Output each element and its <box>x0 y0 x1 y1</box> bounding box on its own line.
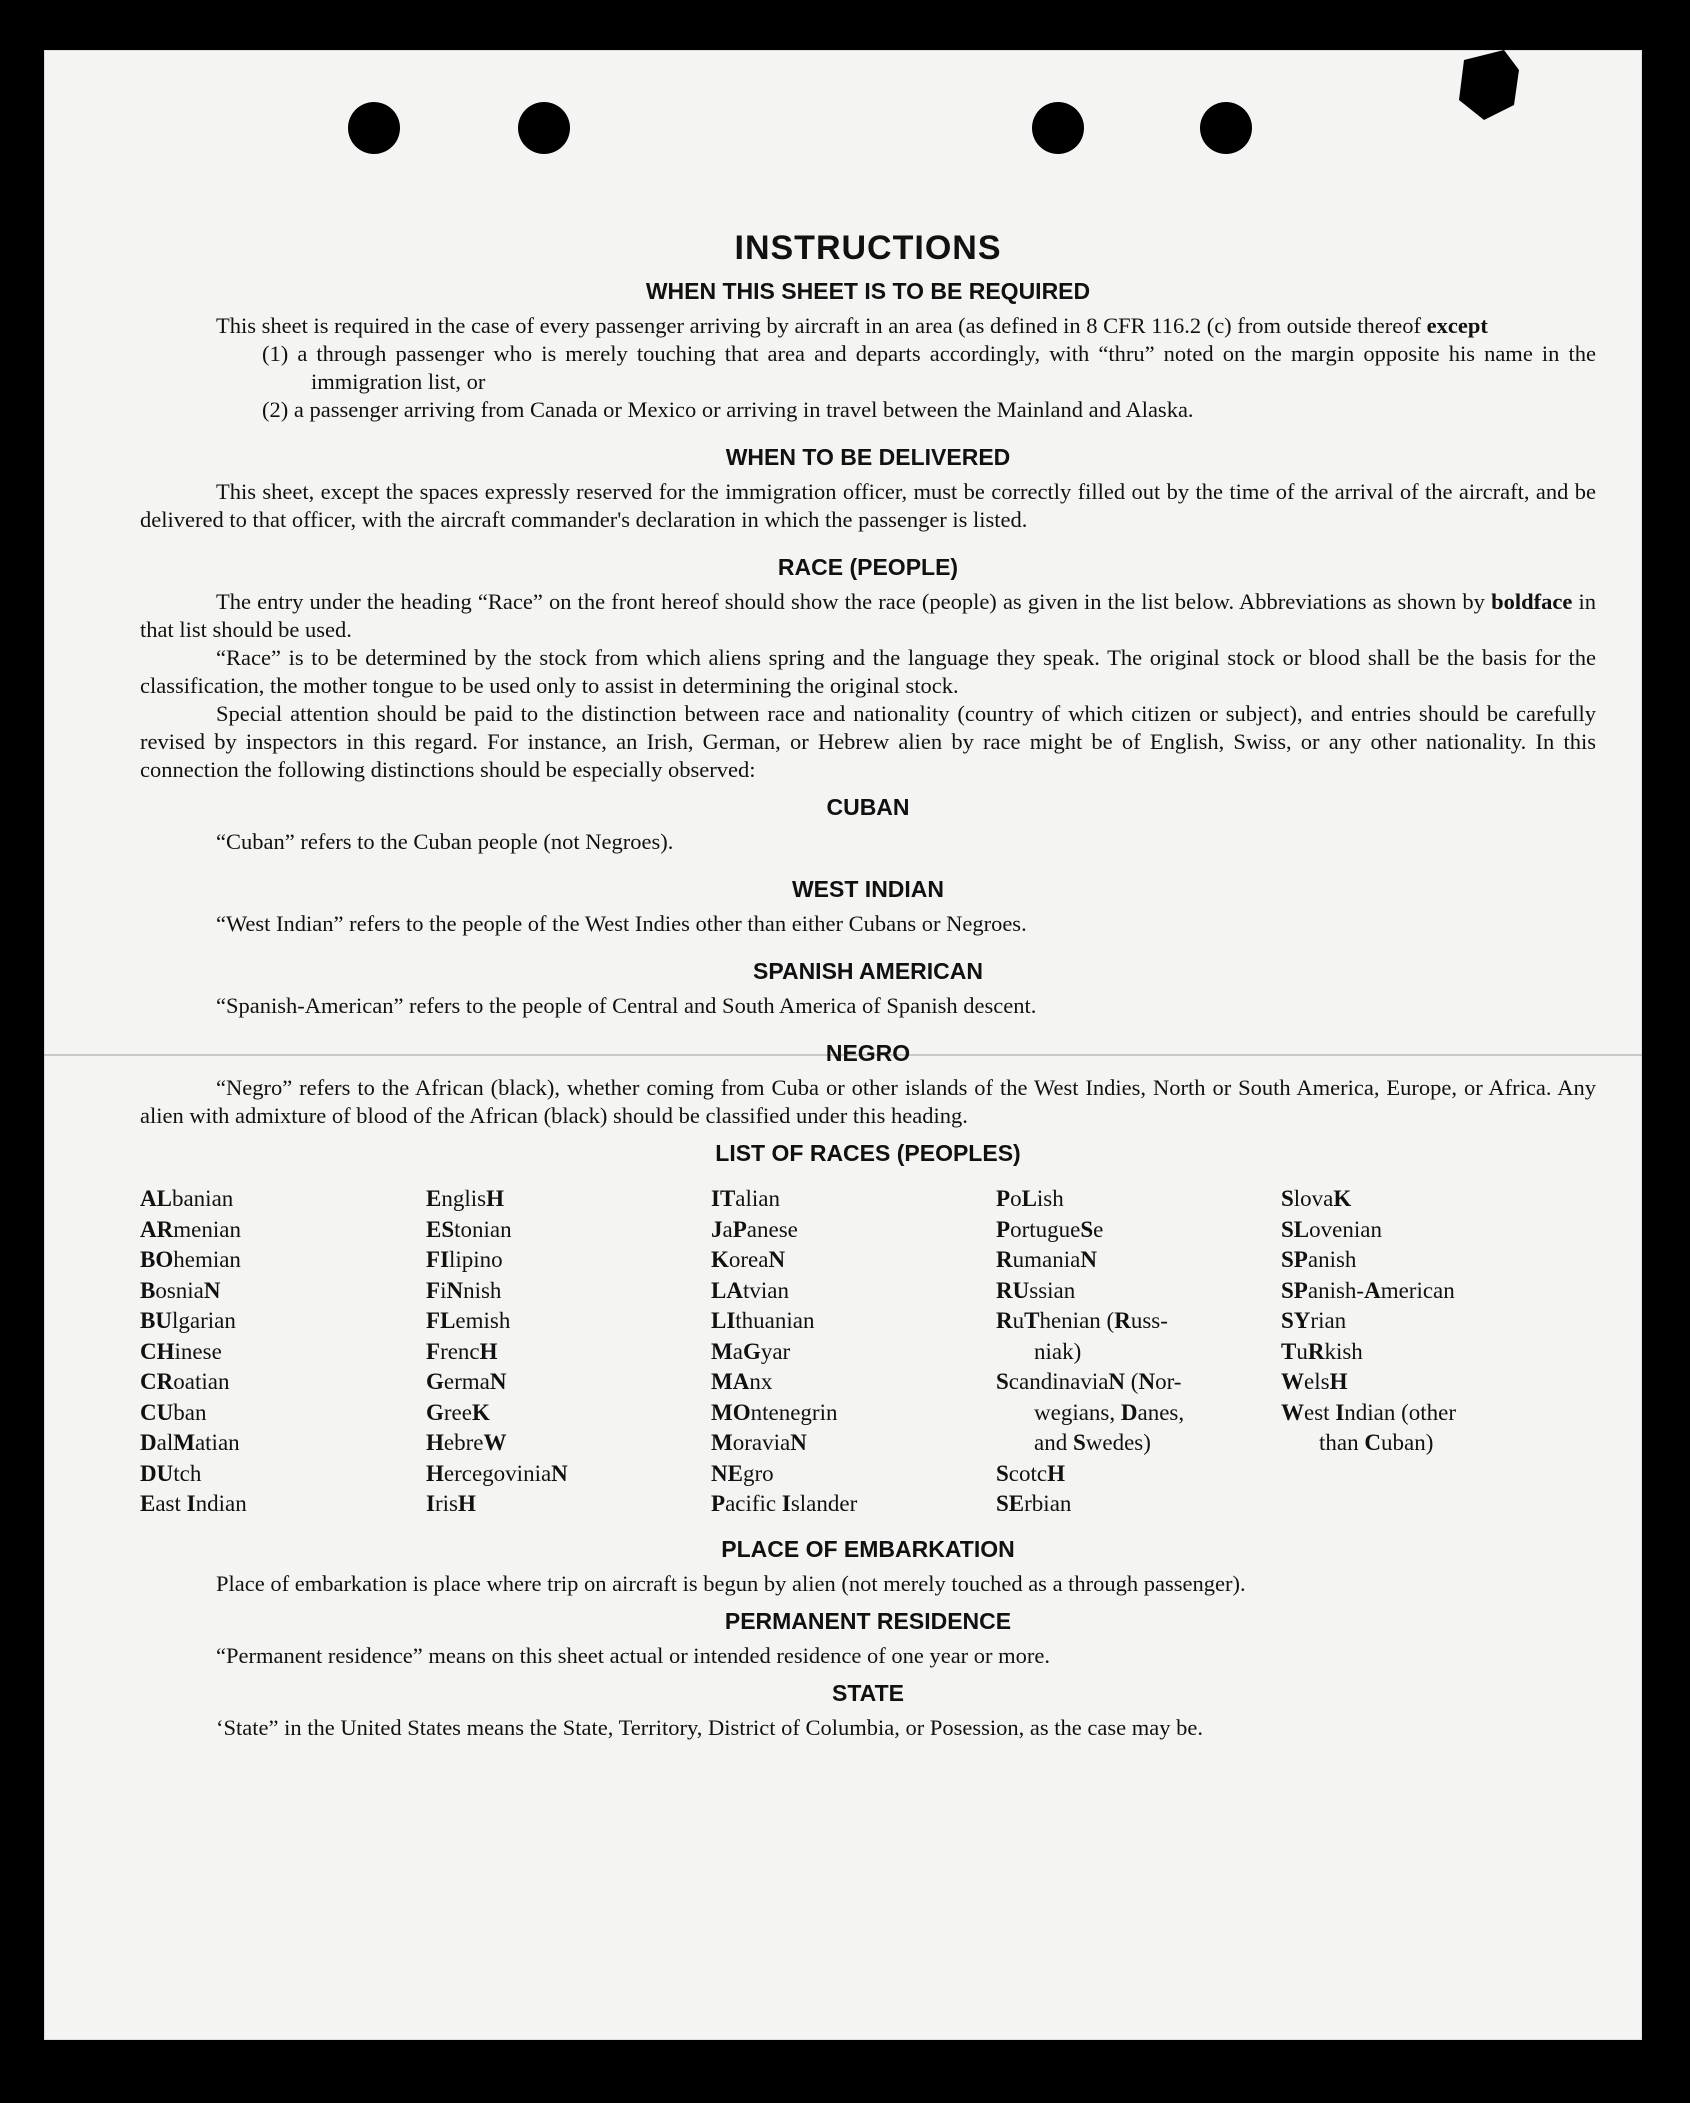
punch-hole <box>1032 102 1084 154</box>
race-entry: ALbanian <box>140 1186 234 1211</box>
paragraph: This sheet is required in the case of every passenger arriving by aircraft in an area (as defined in 8 CFR 116.2 (c) from outside thereof except <box>216 313 1488 338</box>
race-entry: wegians, Danes, <box>1034 1399 1185 1425</box>
list-item: (1) a through passenger who is merely touching that area and departs accordingly, with “thru” noted on the margin opposite his name in the immigration list, or <box>262 341 1596 394</box>
race-entry: EnglisH <box>426 1186 504 1211</box>
races-column <box>426 1184 711 1520</box>
race-entry: SErbian <box>996 1491 1072 1516</box>
races-column <box>996 1184 1281 1520</box>
section-heading: SPANISH AMERICAN <box>752 958 983 984</box>
section-heading: WHEN TO BE DELIVERED <box>725 444 1011 470</box>
section-heading: NEGRO <box>825 1040 911 1066</box>
section-heading: PLACE OF EMBARKATION <box>721 1535 1015 1562</box>
race-entry: DalMatian <box>140 1430 240 1455</box>
race-entry: SYrian <box>1281 1308 1347 1333</box>
section-heading: WHEN THIS SHEET IS TO BE REQUIRED <box>645 278 1091 304</box>
race-entry: East Indian <box>140 1491 247 1516</box>
torn-corner-mark <box>1444 50 1564 134</box>
race-entry: FiNnish <box>426 1277 502 1303</box>
race-entry: MOntenegrin <box>711 1399 838 1425</box>
race-entry: ARmenian <box>140 1216 241 1242</box>
race-entry: HercegoviniaN <box>426 1460 568 1486</box>
race-entry: GreeK <box>426 1399 490 1425</box>
race-entry: KoreaN <box>711 1247 786 1272</box>
race-entry: niak) <box>1034 1338 1082 1364</box>
section-heading: LIST OF RACES (PEOPLES) <box>715 1140 1021 1166</box>
paragraph: “Permanent residence” means on this sheet actual or intended residence of one year or more. <box>216 1642 1051 1668</box>
emphasis: except <box>1426 313 1488 338</box>
paragraph: “Negro” refers to the African (black), whether coming from Cuba or other islands of the West Indies, North or South America, Europe, or Africa. Any alien with admixture of blood of the African (black) should be classified under this heading. <box>140 1075 1596 1128</box>
paragraph: “Spanish-American” refers to the people of Central and South America of Spanish descent. <box>216 993 1037 1018</box>
race-entry: and Swedes) <box>1034 1430 1151 1455</box>
race-entry: PortugueSe <box>996 1216 1104 1242</box>
race-entry: EStonian <box>426 1216 512 1242</box>
race-entry: SLovenian <box>1281 1216 1382 1242</box>
race-entry: ScotcH <box>996 1460 1065 1486</box>
race-entry: WelsH <box>1281 1369 1348 1394</box>
race-entry: PoLish <box>996 1186 1064 1211</box>
race-entry: TuRkish <box>1281 1338 1363 1364</box>
race-entry: SPanish <box>1281 1247 1357 1272</box>
race-entry: than Cuban) <box>1319 1430 1434 1455</box>
race-entry: FIlipino <box>426 1247 503 1272</box>
race-entry: IrisH <box>426 1491 476 1516</box>
paragraph: Special attention should be paid to the distinction between race and nationality (country of which citizen or subject), and entries should be carefully revised by inspectors in this regard. For instance, an Irish, German, or Hebrew alien by race might be of English, Swiss, or any other nationality. In this connection the following distinctions should be especially observed: <box>140 701 1596 782</box>
punch-hole <box>1200 102 1252 154</box>
races-column <box>711 1184 996 1520</box>
race-entry: CUban <box>140 1399 207 1425</box>
race-entry: ScandinaviaN (Nor- <box>996 1369 1182 1394</box>
section-heading: WEST INDIAN <box>791 876 945 902</box>
race-entry: LAtvian <box>711 1277 789 1303</box>
paragraph: Place of embarkation is place where trip on aircraft is begun by alien (not merely touched as a through passenger). <box>216 1570 1246 1596</box>
races-list <box>140 1184 1596 1520</box>
paragraph: “Race” is to be determined by the stock from which aliens spring and the language they speak. The original stock or blood shall be the basis for the classification, the mother tongue to be used only to assist in determining the original stock. <box>140 645 1596 698</box>
paragraph: This sheet, except the spaces expressly reserved for the immigration officer, must be correctly filled out by the time of the arrival of the aircraft, and be delivered to that officer, with the aircraft commander's declaration in which the passenger is listed. <box>140 479 1596 532</box>
paragraph: The entry under the heading “Race” on the front hereof should show the race (people) as given in the list below. Abbreviations as shown by boldface in that list should be used. <box>140 589 1596 642</box>
race-entry: RuThenian (Russ- <box>996 1308 1168 1333</box>
paragraph: ‘State” in the United States means the State, Territory, District of Columbia, or Posession, as the case may be. <box>216 1714 1203 1740</box>
instructions-page <box>140 170 1596 1742</box>
section-heading: RACE (PEOPLE) <box>777 554 959 580</box>
emphasis: boldface <box>1491 589 1573 614</box>
race-entry: HebreW <box>426 1430 507 1455</box>
race-entry: Pacific Islander <box>711 1491 858 1516</box>
race-entry: SlovaK <box>1281 1186 1352 1211</box>
list-item: (2) a passenger arriving from Canada or Mexico or arriving in travel between the Mainland and Alaska. <box>262 397 1194 422</box>
race-entry: MaGyar <box>711 1338 791 1364</box>
section-heading: PERMANENT RESIDENCE <box>724 1607 1012 1634</box>
paragraph: “Cuban” refers to the Cuban people (not Negroes). <box>216 829 674 854</box>
page-title: INSTRUCTIONS <box>734 229 1002 267</box>
section-heading: STATE <box>832 1679 904 1706</box>
race-entry: DUtch <box>140 1460 202 1486</box>
race-entry: BUlgarian <box>140 1308 236 1333</box>
race-entry: BOhemian <box>140 1247 241 1272</box>
punch-hole <box>518 102 570 154</box>
race-entry: JaPanese <box>711 1216 798 1242</box>
races-column <box>1281 1184 1566 1520</box>
paragraph: “West Indian” refers to the people of the West Indies other than either Cubans or Negroes. <box>216 911 1027 936</box>
races-column <box>140 1184 426 1520</box>
race-entry: MAnx <box>711 1369 773 1394</box>
race-entry: FrencH <box>426 1338 498 1364</box>
race-entry: CHinese <box>140 1338 222 1364</box>
race-entry: RumaniaN <box>996 1247 1097 1272</box>
race-entry: FLemish <box>426 1308 511 1333</box>
race-entry: CRoatian <box>140 1369 230 1394</box>
race-entry: LIthuanian <box>711 1308 815 1333</box>
race-entry: SPanish-American <box>1281 1277 1455 1303</box>
race-entry: NEgro <box>711 1460 774 1486</box>
punch-hole <box>348 102 400 154</box>
race-entry: MoraviaN <box>711 1430 807 1455</box>
race-entry: RUssian <box>996 1277 1076 1303</box>
race-entry: BosniaN <box>140 1277 221 1303</box>
race-entry: West Indian (other <box>1281 1399 1457 1425</box>
section-heading: CUBAN <box>826 794 910 820</box>
race-entry: GermaN <box>426 1369 507 1394</box>
race-entry: ITalian <box>711 1186 780 1211</box>
document-sheet <box>44 50 1642 2040</box>
